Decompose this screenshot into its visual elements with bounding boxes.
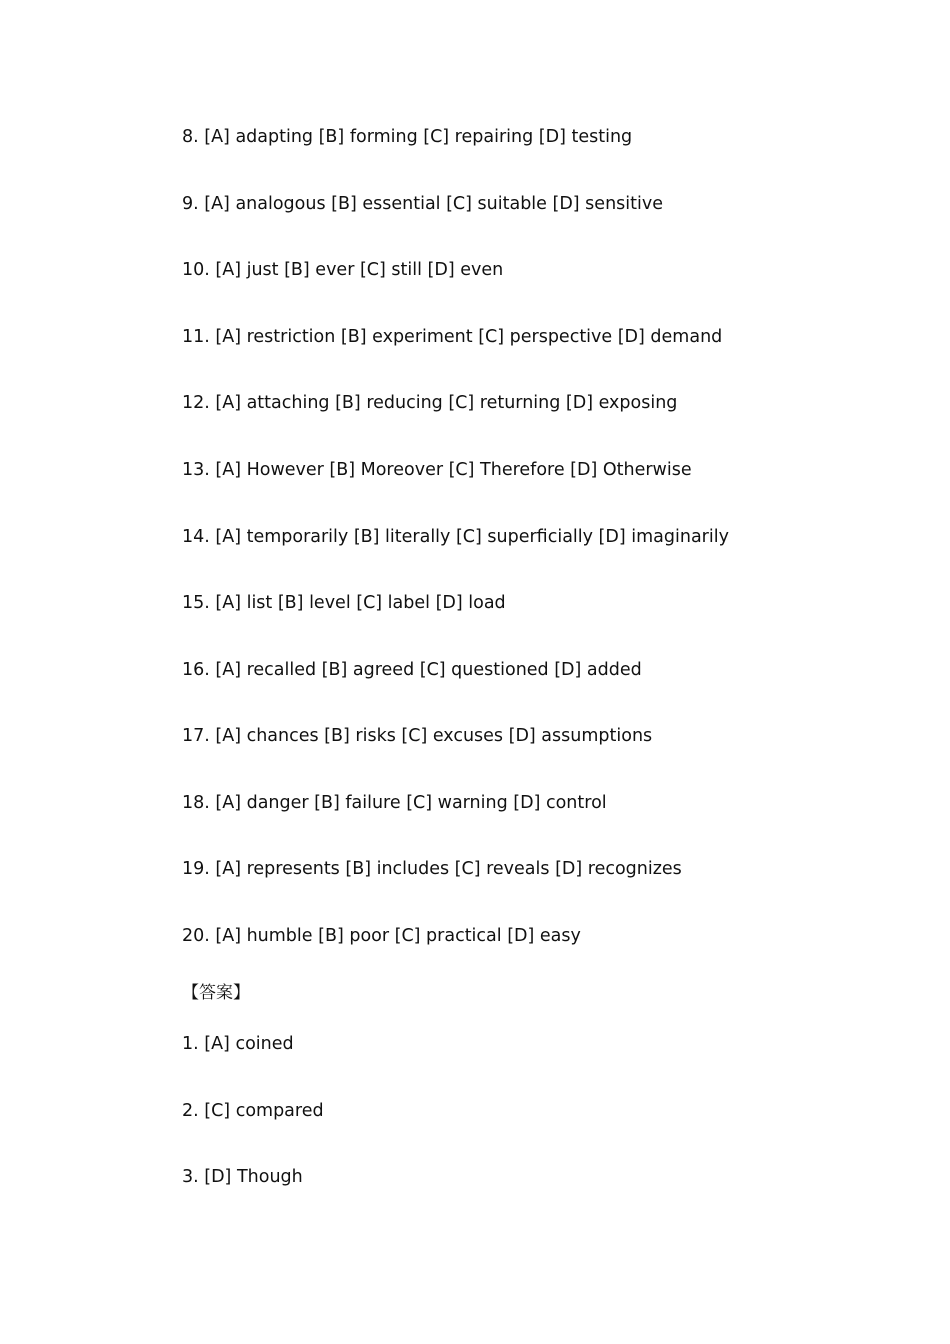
question-13: 13. [A] However [B] Moreover [C] Therefore [D] Otherwise (182, 460, 692, 480)
question-12: 12. [A] attaching [B] reducing [C] returning [D] exposing (182, 393, 678, 413)
question-16: 16. [A] recalled [B] agreed [C] questioned [D] added (182, 660, 642, 680)
answer-2: 2. [C] compared (182, 1101, 324, 1121)
answers-heading: 【答案】 (182, 983, 250, 1003)
question-19: 19. [A] represents [B] includes [C] reveals [D] recognizes (182, 859, 682, 879)
question-18: 18. [A] danger [B] failure [C] warning [D] control (182, 793, 607, 813)
question-10: 10. [A] just [B] ever [C] still [D] even (182, 260, 504, 280)
question-14: 14. [A] temporarily [B] literally [C] superficially [D] imaginarily (182, 527, 729, 547)
question-9: 9. [A] analogous [B] essential [C] suitable [D] sensitive (182, 194, 663, 214)
question-20: 20. [A] humble [B] poor [C] practical [D] easy (182, 926, 581, 946)
answer-3: 3. [D] Though (182, 1167, 303, 1187)
question-15: 15. [A] list [B] level [C] label [D] load (182, 593, 506, 613)
question-11: 11. [A] restriction [B] experiment [C] perspective [D] demand (182, 327, 723, 347)
question-17: 17. [A] chances [B] risks [C] excuses [D] assumptions (182, 726, 653, 746)
answer-1: 1. [A] coined (182, 1034, 294, 1054)
question-8: 8. [A] adapting [B] forming [C] repairing [D] testing (182, 127, 633, 147)
